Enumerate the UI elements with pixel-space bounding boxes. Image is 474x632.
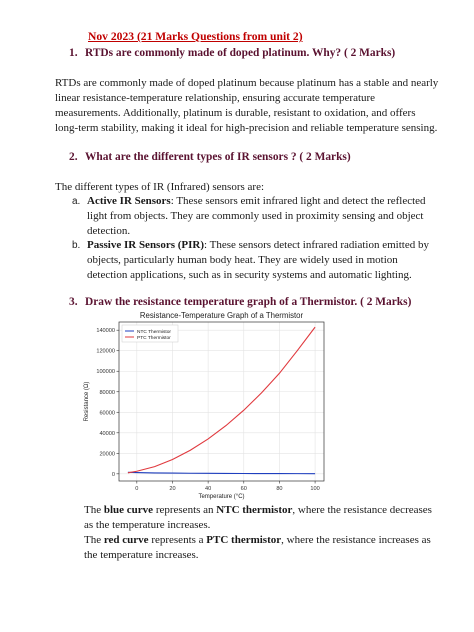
question-2-number: 2.	[69, 151, 78, 163]
text: The	[84, 504, 104, 516]
list-marker-b: b.	[72, 240, 81, 251]
answer-line: RTDs are commonly made of doped platinum because platinum has a stable and nearly	[55, 77, 439, 89]
blue-curve-term: blue curve	[103, 504, 154, 516]
question-3-text: Draw the resistance temperature graph of a Thermistor. ( 2 Marks)	[85, 296, 412, 308]
item-line: light from objects. They are commonly used in proximity sensing and object	[87, 210, 424, 222]
series-line-ntc-thermistor	[128, 472, 315, 473]
y-tick-label: 100000	[96, 369, 115, 376]
x-tick-label: 40	[205, 486, 212, 492]
answer-line: measurements. Additionally, platinum is durable, resistant to oxidation, and offers	[55, 107, 416, 119]
plot-frame	[119, 322, 324, 481]
question-3-explanation	[84, 503, 432, 563]
x-tick-label: 80	[276, 486, 283, 492]
document-title: Nov 2023 (21 Marks Questions from unit 2)	[88, 30, 303, 43]
x-tick-label: 20	[169, 486, 176, 492]
y-tick-label: 60000	[99, 410, 115, 417]
list-marker-a: a.	[72, 196, 81, 207]
y-tick-label: 140000	[96, 328, 115, 335]
chart-svg	[80, 308, 330, 500]
x-tick-label: 100	[310, 486, 320, 492]
item-line: detection.	[87, 225, 131, 237]
item-text: : These sensors detect infrared radiation emitted by	[204, 239, 429, 251]
question-2-heading	[69, 151, 351, 163]
explanation-line: the temperature increases.	[84, 549, 199, 561]
question-1-heading	[69, 47, 395, 59]
y-axis-label: Resistance (Ω)	[84, 381, 90, 422]
item-text: : These sensors emit infrared light and detect the reflected	[170, 195, 426, 207]
list-item-passive-ir	[87, 238, 429, 283]
text: , where the resistance decreases	[292, 504, 432, 516]
text: The	[84, 534, 104, 546]
question-1-number: 1.	[69, 47, 78, 59]
text: represents a	[148, 534, 207, 546]
legend-label: NTC Thermistor	[137, 329, 172, 335]
x-tick-label: 60	[240, 486, 247, 492]
question-2-intro	[55, 180, 264, 195]
list-item-active-ir	[87, 194, 426, 239]
intro-line: The different types of IR (Infrared) sensors are:	[55, 181, 265, 193]
chart-title: Resistance-Temperature Graph of a Thermistor	[139, 311, 304, 320]
series-line-ptc-thermistor	[128, 327, 315, 473]
ptc-term: PTC thermistor	[206, 534, 282, 546]
text: represents an	[153, 504, 217, 516]
question-1-answer	[55, 76, 438, 136]
question-3-number: 3.	[69, 296, 78, 308]
y-tick-label: 40000	[99, 430, 115, 437]
red-curve-term: red curve	[103, 534, 149, 546]
x-tick-label: 0	[135, 486, 139, 492]
y-tick-label: 20000	[99, 451, 115, 458]
answer-line: long-term stability, making it ideal for high-precision and reliable temperature sensing.	[55, 122, 438, 134]
term-passive-ir: Passive IR Sensors (PIR)	[87, 239, 205, 251]
explanation-line: as the temperature increases.	[84, 519, 211, 531]
text: , where the resistance increases as	[281, 534, 431, 546]
x-axis-label: Temperature (°C)	[198, 494, 245, 500]
item-line: objects, particularly human body heat. They are widely used in motion	[87, 254, 398, 266]
y-tick-label: 80000	[99, 389, 115, 396]
thermistor-chart	[80, 308, 330, 500]
term-active-ir: Active IR Sensors	[87, 195, 171, 207]
question-1-text: RTDs are commonly made of doped platinum. Why? ( 2 Marks)	[85, 47, 396, 59]
y-tick-label: 0	[111, 471, 115, 478]
ntc-term: NTC thermistor	[216, 504, 293, 516]
item-line: detection applications, such as in security systems and automatic lighting.	[87, 269, 412, 281]
y-tick-label: 120000	[96, 348, 115, 355]
legend-label: PTC Thermistor	[137, 335, 171, 341]
question-2-text: What are the different types of IR sensors ? ( 2 Marks)	[85, 151, 351, 163]
question-3-heading	[69, 296, 411, 308]
answer-line: linear resistance-temperature relationship, ensuring accurate temperature	[55, 92, 376, 104]
